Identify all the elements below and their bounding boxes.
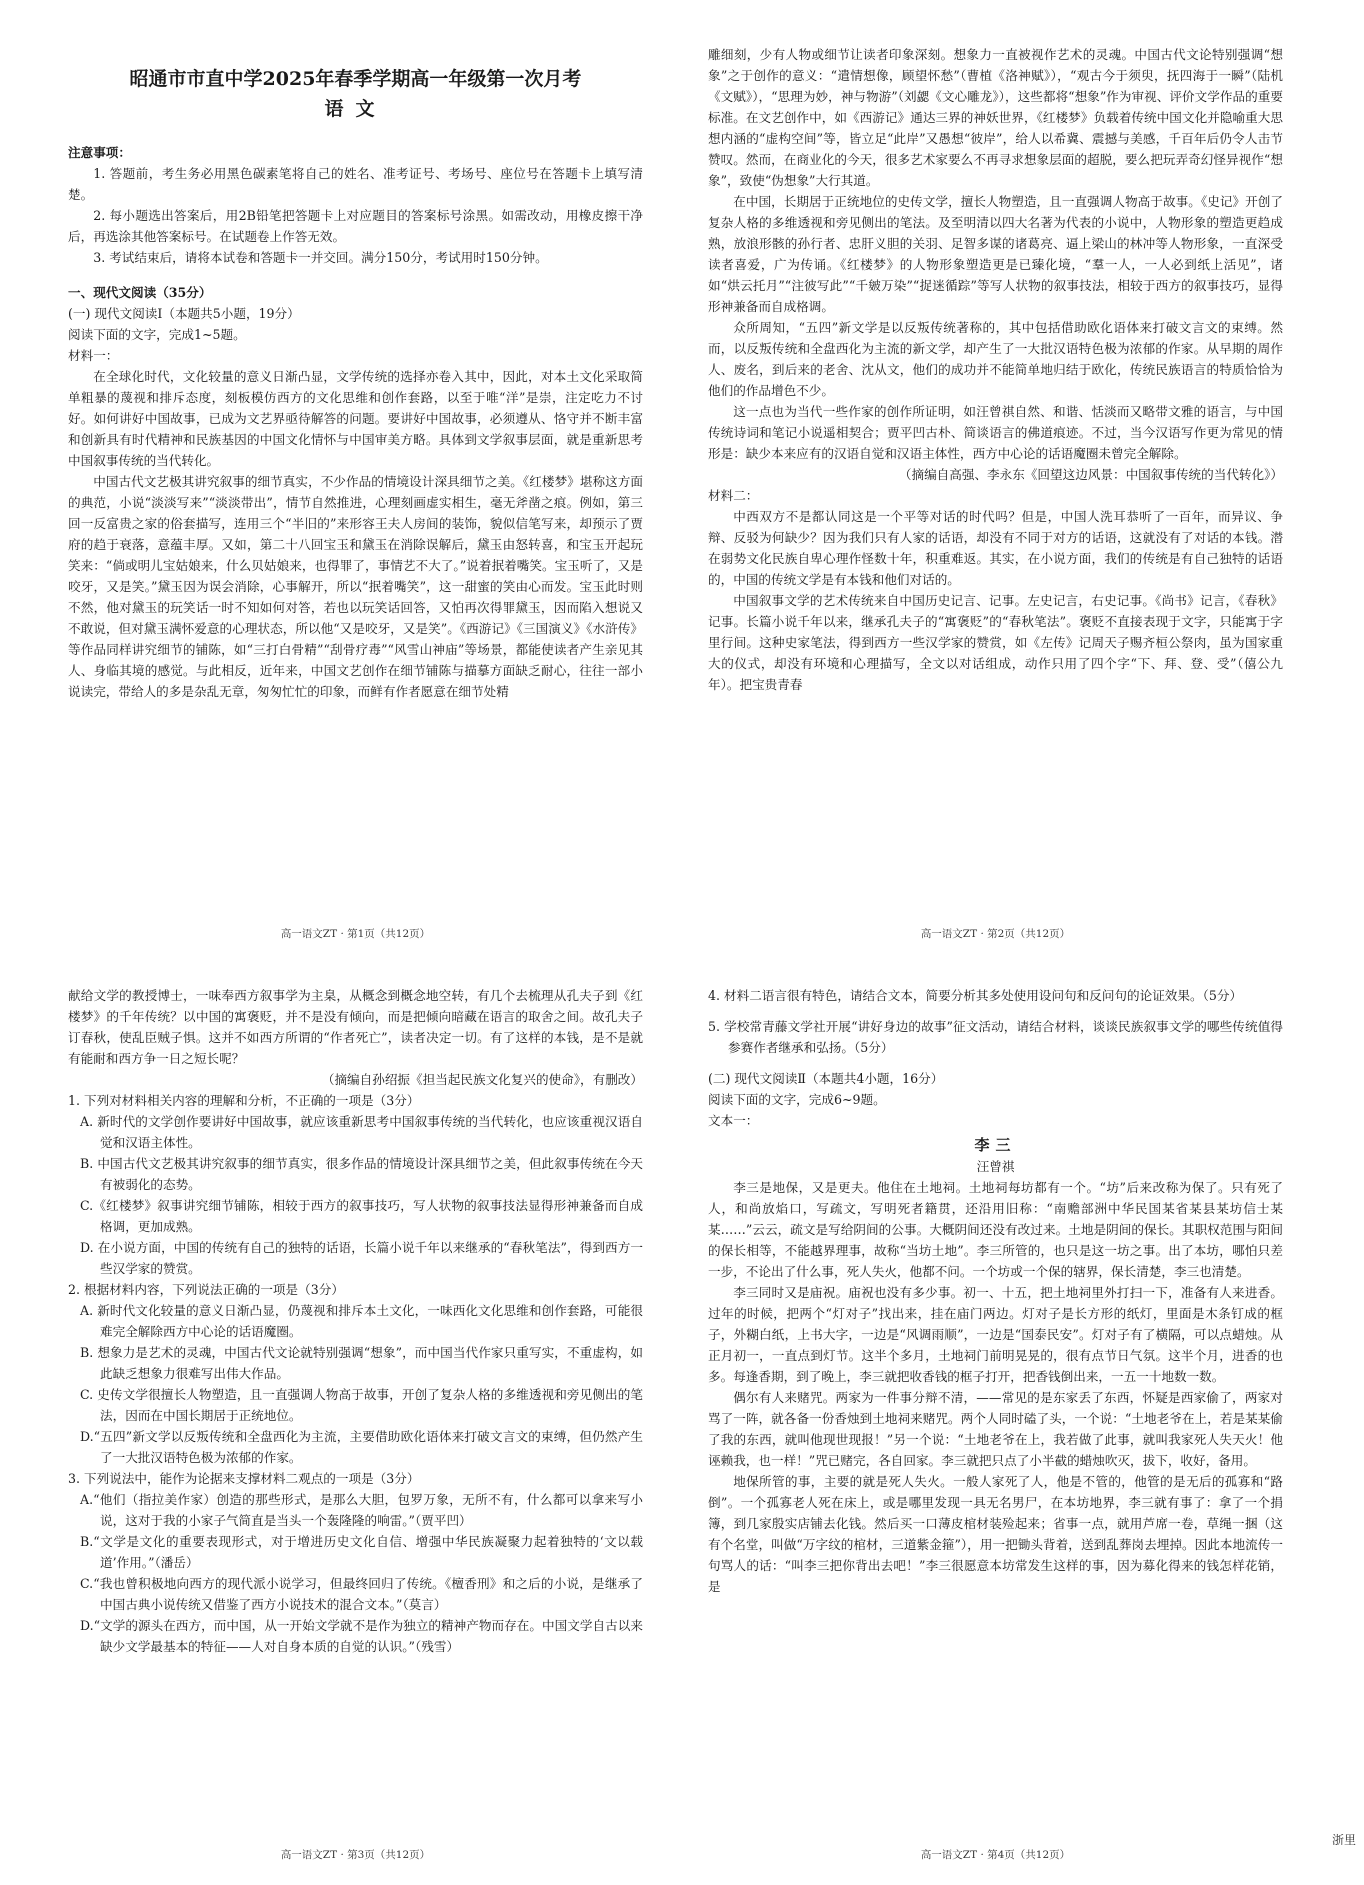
paragraph: 中国古代文艺极其讲究叙事的细节真实，不少作品的情境设计深具细节之美。《红楼梦》堪称这方面的典范，小说“淡淡写来”“淡淡带出”，情节自然推进，心理刻画虚实相生，毫无斧凿之痕。例如，第三回一反富贵之家的俗套描写，连用三个“半旧的”来形容王夫人房间的装饰，貌似信笔写来，却预示了贾府的趋于衰落，意蕴丰厚。又如，第二十八回宝玉和黛玉在消除误解后，黛玉由怒转喜，和宝玉开起玩笑来：“倘或明儿宝姑娘来，什么贝姑娘来，也得罪了，事情艺不大了。”说着抿着嘴笑。宝玉听了，又是咬牙，又是笑。”黛玉因为误会消除，心事解开，所以“抿着嘴笑”，这一甜蜜的笑由心而发。宝玉此时则不然，他对黛玉的玩笑话一时不知如何对答，若也以玩笑话回答，又怕再次得罪黛玉，因而陷入想说又不敢说，但对黛玉满怀爱意的心理状态，所以他“又是咬牙，又是笑”。《西游记》《三国演义》《水浒传》等作品同样讲究细节的铺陈，如“三打白骨精”“刮骨疗毒”“风雪山神庙”等场景，都能使读者产生亲见其人、身临其境的感觉。与此相反，近年来，中国文艺创作在细节铺陈与描摹方面缺乏耐心，往往一部小说读完，带给人的多是杂乱无章，匆匆忙忙的印象，而鲜有作者愿意在细节处精 (68, 474, 643, 699)
corner-watermark: 浙里 (1331, 1833, 1356, 1847)
page-2 (708, 44, 1283, 944)
story-author: 汪曾祺 (976, 1159, 1015, 1174)
paragraph: 雕细刻，少有人物或细节让读者印象深刻。想象力一直被视作艺术的灵魂。中国古代文论特别强调“想象”之于创作的意义：“遣情想像，顾望怀愁”（曹植《洛神赋》），“观古今于须臾，抚四海于一瞬”（陆机《文赋》），“思理为妙，神与物游”（刘勰《文心雕龙》），这些都将“想象”作为审视、评价文学作品的重要标准。在文艺创作中，如《西游记》通达三界的神妖世界，《红楼梦》负载着传统中国文化并隐喻重大思想内涵的“虚构空间”等，皆立足“此岸”又愚想“彼岸”，给人以希冀、震撼与美感，千百年后仍令人击节赞叹。然而，在商业化的今天，很多艺术家要么不再寻求想象层面的超脱，要么把玩弄奇幻怪异视作“想象”，致使“伪想象”大行其道。 (708, 47, 1283, 188)
instruction: 阅读下面的文字，完成6~9题。 (708, 1092, 886, 1107)
instruction: 阅读下面的文字，完成1~5题。 (68, 327, 246, 342)
subsection-heading: (二) 现代文阅读Ⅱ（本题共4小题，16分） (708, 1071, 944, 1086)
notes-heading: 注意事项： (68, 145, 131, 160)
option-item: B.“文学是文化的重要表现形式，对于增进历史文化自信、增强中华民族凝聚力起着独特的‘文以载道’作用。”（潘岳） (80, 1534, 643, 1570)
option-item: A.“他们（指拉美作家）创造的那些形式，是那么大胆，包罗万象，无所不有，什么都可以拿来写小说，这对于我的小家子气简直是当头一个轰隆隆的响雷。”（贾平凹） (80, 1492, 643, 1528)
page-footer: 高一语文ZT · 第2页（共12页） (920, 928, 1071, 940)
page-footer: 高一语文ZT · 第3页（共12页） (280, 1849, 431, 1861)
question-stem: 2. 根据材料内容，下列说法正确的一项是（3分） (68, 1282, 344, 1297)
paragraph: 中国叙事文学的艺术传统来自中国历史记言、记事。左史记言，右史记事。《尚书》记言，《春秋》记事。长篇小说千年以来，继承孔夫子的“寓褒贬”的“春秋笔法”。褒贬不直接表现于文字，只能寓于字里行间。这种史家笔法，得到西方一些汉学家的赞赏，如《左传》记周天子赐齐桓公祭肉，虽为国家重大的仪式，却没有环境和心理描写，全文以对话组成，动作只用了四个字“下、拜、登、受”（僖公九年）。把宝贵青春 (708, 593, 1283, 692)
page-4-content (708, 985, 1283, 1813)
material-label: 材料二： (708, 488, 759, 503)
option-item: D. 在小说方面，中国的传统有自己的独特的话语，长篇小说千年以来继承的“春秋笔法”，得到西方一些汉学家的赞赏。 (80, 1240, 643, 1276)
option-item: B. 中国古代文艺极其讲究叙事的细节真实，很多作品的情境设计深具细节之美，但此叙事传统在今天有被弱化的态势。 (80, 1156, 643, 1192)
option-item: C. 史传文学很擅长人物塑造，且一直强调人物高于故事，开创了复杂人格的多维透视和旁见侧出的笔法，因而在中国长期居于正统地位。 (80, 1387, 643, 1423)
paragraph: 李三是地保，又是更夫。他住在土地祠。土地祠每坊都有一个。“坊”后来改称为保了。只有死了人，和尚放焰口，写疏文，写明死者籍贯，还沿用旧称：“南赡部洲中华民国某省某县某坊信士某某……”云云，疏文是写给阴间的公事。大概阴间还没有改过来。土地是阴间的保长。其职权范围与阳间的保长相等，不能越界理事，故称“当坊土地”。李三所管的，也只是这一坊之事。出了本坊，哪怕只差一步，不论出了什么事，死人失火，他都不问。一个坊或一个保的辖界，保长清楚，李三也清楚。 (708, 1180, 1283, 1279)
question-stem: 1. 下列对材料相关内容的理解和分析，不正确的一项是（3分） (68, 1093, 420, 1108)
story-title: 李三 (974, 1136, 1017, 1154)
note-item: 1. 答题前，考生务必用黑色碳素笔将自己的姓名、准考证号、考场号、座位号在答题卡上填写清楚。 (68, 166, 643, 202)
question-stem: 3. 下列说法中，能作为论据来支撑材料二观点的一项是（3分） (68, 1471, 420, 1486)
paragraph: 这一点也为当代一些作家的创作所证明，如汪曾祺自然、和谐、恬淡而又略带文雅的语言，与中国传统诗词和笔记小说遥相契合；贾平凹古朴、简谈语言的佛道痕迹。不过，当今汉语写作更为常见的情形是：缺少本来应有的汉语自觉和汉语主体性，西方中心论的话语魔圈未曾完全解除。 (708, 404, 1283, 461)
exam-title: 昭通市市直中学2025年春季学期高一年级第一次月考 (129, 68, 582, 90)
option-item: D.“文学的源头在西方，而中国，从一开始文学就不是作为独立的精神产物而存在。中国文学自古以来缺少文学最基本的特征——人对自身本质的自觉的认识。”（残雪） (80, 1618, 643, 1654)
section-heading: 一、现代文阅读（35分） (68, 285, 212, 300)
material-label: 材料一： (68, 348, 119, 363)
page-2-content (708, 44, 1283, 892)
option-item: A. 新时代的文学创作要讲好中国故事，就应该重新思考中国叙事传统的当代转化，也应该重视汉语自觉和汉语主体性。 (80, 1114, 643, 1150)
note-item: 2. 每小题选出答案后，用2B铅笔把答题卡上对应题目的答案标号涂黑。如需改动，用橡皮擦干净后，再选涂其他答案标号。在试题卷上作答无效。 (68, 208, 643, 244)
paragraph: 李三同时又是庙祝。庙祝也没有多少事。初一、十五，把土地祠里外打扫一下，准备有人来进香。过年的时候，把两个“灯对子”找出来，挂在庙门两边。灯对子是长方形的纸灯，里面是木条钉成的框子，外糊白纸，上书大字，一边是“风调雨顺”，一边是“国泰民安”。灯对子有了横隔，可以点蜡烛。从正月初一，一直点到灯节。这半个多月，土地祠门前明晃晃的，很有点节日气氛。这半个月，进香的也多。每逢香期，到了晚上，李三就把收香钱的框子打开，把香钱倒出来，一五一十地数一数。 (708, 1285, 1283, 1384)
page-1-content (68, 64, 643, 892)
option-item: D.“五四”新文学以反叛传统和全盘西化为主流，主要借助欧化语体来打破文言文的束缚，但仍然产生了一大批汉语特色极为浓郁的作家。 (80, 1429, 643, 1465)
page-3-content (68, 985, 643, 1813)
paragraph: 献给文学的教授博士，一味奉西方叙事学为主臬，从概念到概念地空转，有几个去梳理从孔夫子到《红楼梦》的千年传统？以中国的寓褒贬，并不是没有倾向，而是把倾向暗藏在语言的取舍之间。故孔夫子订春秋，使乱臣贼子惧。这并不如西方所谓的“作者死亡”，读者决定一切。有了这样的本钱，是不是就有能耐和西方争一日之短长呢？ (68, 988, 643, 1066)
option-item: C.《红楼梦》叙事讲究细节铺陈，相较于西方的叙事技巧，写人状物的叙事技法显得形神兼备而自成格调，更加成熟。 (80, 1198, 643, 1234)
page-1 (68, 64, 643, 964)
paragraph: 中西双方不是都认同这是一个平等对话的时代吗？但是，中国人洗耳恭听了一百年，而异议、争辩、反驳为何缺少？因为我们只有人家的话语，却没有不同于对方的话语，这就没有了对话的本钱。潜在弱势文化民族自卑心理作怪数十年，积重难返。其实，在小说方面，我们的传统是有自己独特的话语的，中国的传统文学是有本钱和他们对话的。 (708, 509, 1283, 587)
source-citation: （摘编自高强、李永东《回望这边风景：中国叙事传统的当代转化》） (898, 467, 1283, 482)
option-item: B. 想象力是艺术的灵魂，中国古代文论就特别强调“想象”，而中国当代作家只重写实，不重虚构，如此缺乏想象力很难写出伟大作品。 (80, 1345, 643, 1381)
paragraph: 偶尔有人来赌咒。两家为一件事分辩不清，——常见的是东家丢了东西，怀疑是西家偷了，两家对骂了一阵，就各备一份香烛到土地祠来赌咒。两个人同时磕了头，一个说：“土地老爷在上，若是某某偷了我的东西，就叫他现世现报！”另一个说：“土地老爷在上，我若做了此事，就叫我家死人失天火！他诬赖我，也一样！”咒已赌完，各自回家。李三就把只点了小半截的蜡烛吹灭，拔下，收好，备用。 (708, 1390, 1283, 1468)
question-stem: 4. 材料二语言很有特色，请结合文本，简要分析其多处使用设问句和反问句的论证效果。（5分） (708, 988, 1243, 1003)
page-3 (68, 985, 643, 1885)
option-item: A. 新时代文化较量的意义日渐凸显，仍蔑视和排斥本土文化，一味西化文化思维和创作套路，可能很难完全解除西方中心论的话语魔圈。 (80, 1303, 643, 1339)
question-stem: 5. 学校常青藤文学社开展“讲好身边的故事”征文活动，请结合材料，谈谈民族叙事文学的哪些传统值得参赛作者继承和弘扬。（5分） (708, 1019, 1283, 1055)
paragraph: 在全球化时代，文化较量的意义日渐凸显，文学传统的选择亦卷入其中，因此，对本土文化采取简单粗暴的蔑视和排斥态度，刻板模仿西方的文化思维和创作套路，以至于唯“洋”是崇，注定吃力不讨好。如何讲好中国故事，已成为文艺界亟待解答的问题。要讲好中国故事，必须遵从、恪守并不断丰富和创新具有时代精神和民族基因的中国文化情怀与中国审美方略。具体到文学叙事层面，就是重新思考中国叙事传统的当代转化。 (68, 369, 643, 468)
paragraph: 众所周知，“五四”新文学是以反叛传统著称的，其中包括借助欧化语体来打破文言文的束缚。然而，以反叛传统和全盘西化为主流的新文学，却产生了一大批汉语特色极为浓郁的作家。从早期的周作人、废名，到后来的老舍、沈从文，他们的成功并不能简单地归结于欧化，传统民族语言的特质恰恰为他们的作品增色不少。 (708, 320, 1283, 398)
page-footer: 高一语文ZT · 第4页（共12页） (920, 1849, 1071, 1861)
text-label: 文本一： (708, 1113, 759, 1128)
exam-subject: 语文 (324, 98, 387, 120)
paragraph: 在中国，长期居于正统地位的史传文学，擅长人物塑造，且一直强调人物高于故事。《史记》开创了复杂人格的多维透视和旁见侧出的笔法。及至明清以四大名著为代表的小说中，人物形象的塑造更趋成熟，放浪形骸的孙行者、忠肝义胆的关羽、足智多谋的诸葛亮、逼上梁山的林冲等人物形象，一直深受读者喜爱，广为传诵。《红楼梦》的人物形象塑造更是已臻化境，“羣一人，一人必到纸上活见”，诸如“烘云托月”“注彼写此”“千皴万染”“捉迷循踪”等写人状物的叙事技法，相较于西方的叙事技巧，显得形神兼备而自成格调。 (708, 194, 1283, 314)
source-citation: （摘编自孙绍振《担当起民族文化复兴的使命》，有删改） (321, 1072, 643, 1087)
page-footer: 高一语文ZT · 第1页（共12页） (280, 928, 431, 940)
option-item: C.“我也曾积极地向西方的现代派小说学习，但最终回归了传统。《檀香刑》和之后的小说，是继承了中国古典小说传统又借鉴了西方小说技术的混合文本。”（莫言） (80, 1576, 643, 1612)
paragraph: 地保所管的事，主要的就是死人失火。一般人家死了人，他是不管的，他管的是无后的孤寡和“路倒”。一个孤寡老人死在床上，或是哪里发现一具无名男尸，在本坊地界，李三就有事了：拿了一个捐簿，到几家殷实店铺去化钱。然后买一口薄皮棺材装殓起来；省事一点，就用芦席一卷，草绳一捆（这有个名堂，叫做“万字纹的棺材，三道紫金箍”），用一把锄头背着，送到乱葬岗去埋掉。因此本地流传一句骂人的话：“叫李三把你背出去吧！”李三很愿意本坊常发生这样的事，因为募化得来的钱怎样花销，是 (708, 1474, 1283, 1594)
answer-gap (708, 1058, 1283, 1068)
note-item: 3. 考试结束后，请将本试卷和答题卡一并交回。满分150分，考试用时150分钟。 (93, 250, 548, 265)
page-4 (708, 985, 1283, 1885)
subsection-heading: (一) 现代文阅读Ⅰ（本题共5小题，19分） (68, 306, 300, 321)
answer-gap (708, 1006, 1283, 1016)
